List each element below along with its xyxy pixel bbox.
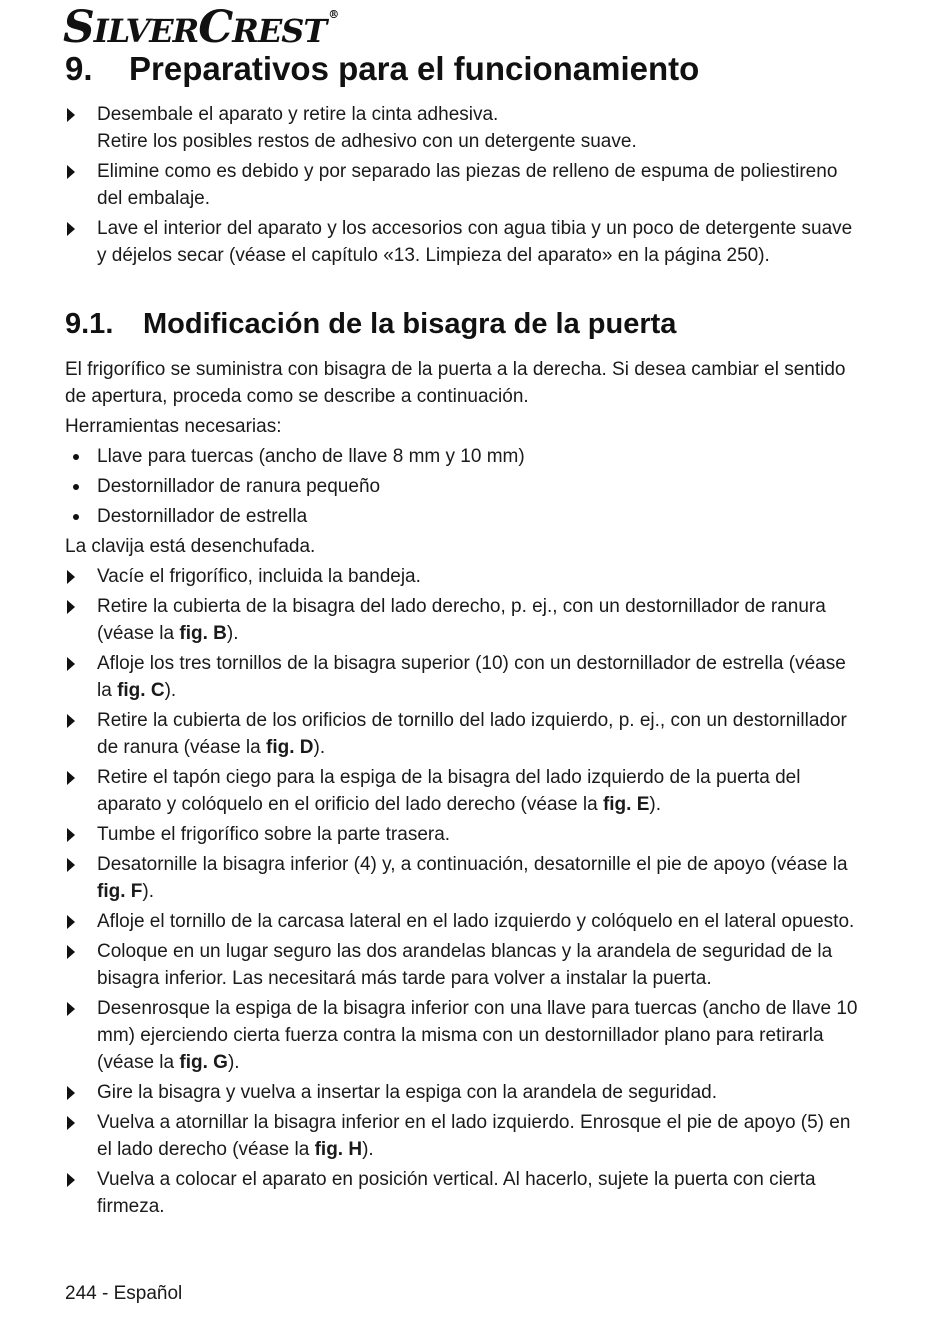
bullet-dot-icon: [73, 484, 79, 490]
arrow-bullet-icon: [67, 858, 75, 872]
arrow-bullet-icon: [67, 771, 75, 785]
step-item: Vuelva a atornillar la bisagra inferior en el lado izquierdo. Enrosque el pie de apoyo (5) en el lado derecho (véase la fig. H).: [65, 1109, 865, 1163]
figure-reference: fig. G: [179, 1052, 228, 1073]
step-item: Afloje el tornillo de la carcasa lateral en el lado izquierdo y colóquelo en el lateral opuesto.: [65, 908, 865, 935]
step-item: Desembale el aparato y retire la cinta adhesiva. Retire los posibles restos de adhesivo con un detergente suave.: [65, 101, 865, 155]
intro-paragraph: El frigorífico se suministra con bisagra de la puerta a la derecha. Si desea cambiar el sentido de apertura, proceda como se describe a continuación.: [65, 359, 846, 407]
arrow-bullet-icon: [67, 570, 75, 584]
step-item: Vuelva a colocar el aparato en posición vertical. Al hacerlo, sujete la puerta con cierta firmeza.: [65, 1166, 865, 1220]
step-item: Coloque en un lugar seguro las dos arandelas blancas y la arandela de seguridad de la bisagra inferior. Las necesitará más tarde para volver a instalar la puerta.: [65, 938, 865, 992]
section-9-heading: [65, 50, 699, 88]
arrow-bullet-icon: [67, 1002, 75, 1016]
section-91-heading: [65, 308, 676, 341]
figure-reference: fig. F: [97, 881, 143, 902]
section-91-body: [65, 356, 865, 1223]
step-item: Retire el tapón ciego para la espiga de la bisagra del lado izquierdo de la puerta del aparato y colóquelo en el orificio del lado derecho (véase la fig. E).: [65, 764, 865, 818]
tool-item: Llave para tuercas (ancho de llave 8 mm y 10 mm): [65, 443, 865, 470]
step-item: Gire la bisagra y vuelva a insertar la espiga con la arandela de seguridad.: [65, 1079, 865, 1106]
step-item: Desenrosque la espiga de la bisagra inferior con una llave para tuercas (ancho de llave 10 mm) ejerciendo cierta fuerza contra la misma con un destornillador plano para retirarla (véase la fig. G).: [65, 995, 865, 1076]
tool-item: Destornillador de estrella: [65, 503, 865, 530]
arrow-bullet-icon: [67, 165, 75, 179]
bullet-dot-icon: [73, 454, 79, 460]
precondition-text: La clavija está desenchufada.: [65, 536, 316, 557]
arrow-bullet-icon: [67, 945, 75, 959]
figure-reference: fig. E: [602, 794, 650, 815]
step-item: Desatornille la bisagra inferior (4) y, a continuación, desatornille el pie de apoyo (véase la fig. F).: [65, 851, 865, 905]
step-item: Elimine como es debido y por separado las piezas de relleno de espuma de poliestireno del embalaje.: [65, 158, 865, 212]
arrow-bullet-icon: [67, 222, 75, 236]
bullet-dot-icon: [73, 514, 79, 520]
brand-logo: SILVERCREST ®: [63, 2, 339, 53]
section-9-number: 9.: [65, 50, 93, 87]
section-91-number: 9.1.: [65, 308, 114, 340]
arrow-bullet-icon: [67, 108, 75, 122]
step-item: Retire la cubierta de los orificios de tornillo del lado izquierdo, p. ej., con un destornillador de ranura (véase la fig. D).: [65, 707, 865, 761]
figure-reference: fig. C: [117, 680, 165, 701]
section-91-title: Modificación de la bisagra de la puerta: [143, 308, 677, 340]
figure-reference: fig. D: [266, 737, 314, 758]
arrow-bullet-icon: [67, 1116, 75, 1130]
section-9-steps: [65, 101, 865, 272]
figure-reference: fig. H: [314, 1139, 363, 1160]
arrow-bullet-icon: [67, 1173, 75, 1187]
figure-reference: fig. B: [179, 623, 227, 644]
arrow-bullet-icon: [67, 714, 75, 728]
tools-heading: Herramientas necesarias:: [65, 416, 282, 437]
arrow-bullet-icon: [67, 828, 75, 842]
arrow-bullet-icon: [67, 1086, 75, 1100]
step-item: Afloje los tres tornillos de la bisagra superior (10) con un destornillador de estrella (véase la fig. C).: [65, 650, 865, 704]
step-item: Lave el interior del aparato y los accesorios con agua tibia y un poco de detergente suave y déjelos secar (véase el capítulo «13. Limpieza del aparato» en la página 250).: [65, 215, 865, 269]
tool-item: Destornillador de ranura pequeño: [65, 473, 865, 500]
step-item: Vacíe el frigorífico, incluida la bandeja.: [65, 563, 865, 590]
step-item: Retire la cubierta de la bisagra del lado derecho, p. ej., con un destornillador de ranura (véase la fig. B).: [65, 593, 865, 647]
page-footer: 244 - Español: [65, 1283, 183, 1304]
arrow-bullet-icon: [67, 657, 75, 671]
arrow-bullet-icon: [67, 915, 75, 929]
step-item: Tumbe el frigorífico sobre la parte trasera.: [65, 821, 865, 848]
arrow-bullet-icon: [67, 600, 75, 614]
section-9-title: Preparativos para el funcionamiento: [129, 50, 700, 87]
